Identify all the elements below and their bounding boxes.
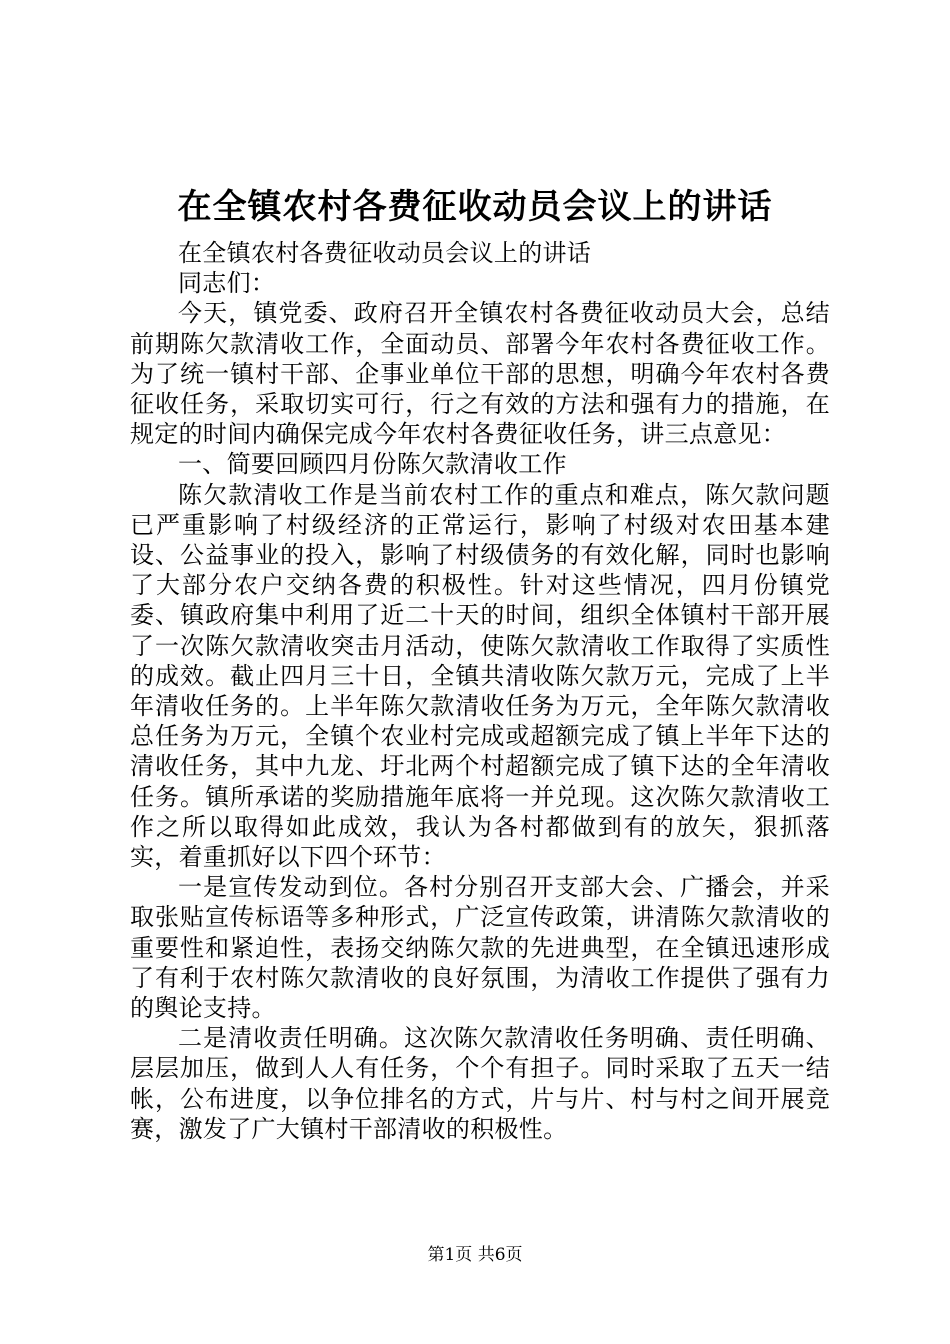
page-number-footer: 第1页 共6页 — [427, 1245, 523, 1265]
document-title: 在全镇农村各费征收动员会议上的讲话 — [177, 187, 773, 227]
body-paragraph: 一是宣传发动到位。各村分别召开支部大会、广播会，并采取张贴宣传标语等多种形式，广泛宣传政策，讲清陈欠款清收的重要性和紧迫性，表扬交纳陈欠款的先进典型，在全镇迅速形成了有利于农村陈欠款清收的良好氛围，为清收工作提供了强有力的舆论支持。 — [130, 873, 830, 1023]
salutation-paragraph: 同志们： — [178, 269, 276, 298]
body-paragraph: 二是清收责任明确。这次陈欠款清收任务明确、责任明确、层层加压，做到人人有任务，个个有担子。同时采取了五天一结帐，公布进度，以争位排名的方式，片与片、村与村之间开展竞赛，激发了广大镇村干部清收的积极性。 — [130, 1024, 830, 1143]
document-body — [130, 238, 830, 1144]
body-paragraph: 陈欠款清收工作是当前农村工作的重点和难点，陈欠款问题已严重影响了村级经济的正常运行，影响了村级对农田基本建设、公益事业的投入，影响了村级债务的有效化解，同时也影响了大部分农户交纳各费的积极性。针对这些情况，四月份镇党委、镇政府集中利用了近二十天的时间，组织全体镇村干部开展了一次陈欠款清收突击月活动，使陈欠款清收工作取得了实质性的成效。截止四月三十日，全镇共清收陈欠款万元，完成了上半年清收任务的。上半年陈欠款清收任务为万元，全年陈欠款清收总任务为万元，全镇个农业村完成或超额完成了镇上半年下达的清收任务，其中九龙、圩北两个村超额完成了镇下达的全年清收任务。镇所承诺的奖励措施年底将一并兑现。这次陈欠款清收工作之所以取得如此成效，我认为各村都做到有的放矢，狠抓落实，着重抓好以下四个环节： — [130, 480, 830, 872]
section-heading: 一、简要回顾四月份陈欠款清收工作 — [178, 450, 567, 479]
intro-paragraph: 今天，镇党委、政府召开全镇农村各费征收动员大会，总结前期陈欠款清收工作，全面动员、部署今年农村各费征收工作。为了统一镇村干部、企事业单位干部的思想，明确今年农村各费征收任务，采取切实可行，行之有效的方法和强有力的措施，在规定的时间内确保完成今年农村各费征收任务，讲三点意见： — [130, 299, 830, 449]
subtitle-paragraph: 在全镇农村各费征收动员会议上的讲话 — [178, 239, 592, 267]
